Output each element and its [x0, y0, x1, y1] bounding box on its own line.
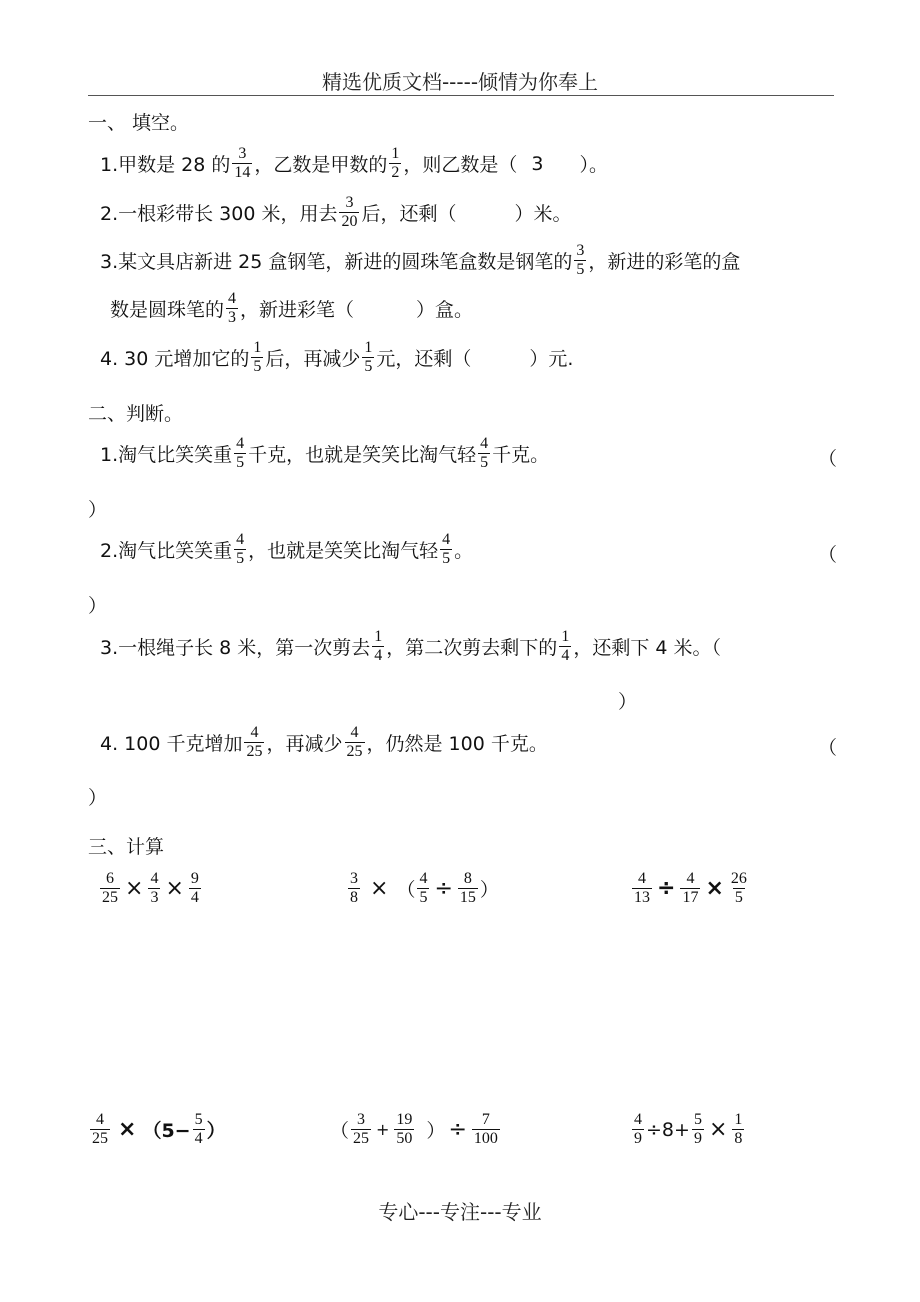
- fraction: $\frac{9}{4}$: [190, 870, 199, 906]
- question-text: ，则乙数是（: [403, 154, 518, 176]
- question-1-4: [100, 339, 573, 376]
- question-1-3-cont: [110, 290, 473, 327]
- question-text: 4. 100 千克增加: [100, 733, 243, 755]
- fraction: $\frac{5}{4}$: [194, 1111, 203, 1147]
- fraction: $\frac{4}{5}$: [480, 435, 489, 471]
- question-text: 后，再减少: [265, 348, 361, 370]
- fraction: $\frac{3}{8}$: [350, 870, 358, 906]
- fraction: $\frac{4}{25}$: [246, 724, 263, 760]
- question-2-2: [100, 531, 473, 568]
- question-1-3: [100, 242, 740, 279]
- question-text: 4. 30 元增加它的: [100, 348, 250, 370]
- expression-6: [630, 1111, 746, 1148]
- answer-paren-close: ）: [618, 691, 638, 713]
- fraction: $\frac{4}{3}$: [228, 290, 237, 326]
- fraction: $\frac{4}{5}$: [419, 870, 428, 906]
- question-text: ，仍然是 100 千克。: [366, 733, 548, 755]
- multiply-sign: ×: [165, 876, 184, 901]
- question-1-1: [100, 145, 608, 182]
- question-text: 千克，也就是笑笑比淘气轻: [248, 444, 477, 466]
- fraction: $\frac{4}{5}$: [442, 531, 451, 567]
- fraction: $\frac{1}{5}$: [364, 339, 373, 375]
- fraction: $\frac{8}{15}$: [459, 870, 476, 906]
- question-text: 2.一根彩带长 300 米，用去: [100, 203, 338, 225]
- question-text: 3.一根绳子长 8 米，第一次剪去: [100, 637, 371, 659]
- expression-2: [346, 870, 499, 907]
- question-text: ，也就是笑笑比淘气轻: [248, 540, 439, 562]
- fraction: $\frac{4}{25}$: [346, 724, 363, 760]
- question-text: ，新进的彩笔的盒: [588, 251, 741, 273]
- left-paren: （: [330, 1120, 350, 1142]
- fraction: $\frac{4}{5}$: [236, 531, 245, 567]
- right-paren: ）: [479, 879, 499, 901]
- multiply-sign: ×: [125, 876, 144, 901]
- question-text: ）。: [579, 154, 609, 176]
- fraction: $\frac{4}{9}$: [634, 1111, 642, 1147]
- section-title-calculate: 三、计算: [88, 836, 165, 858]
- fraction: $\frac{3}{20}$: [341, 194, 358, 230]
- fraction: $\frac{1}{2}$: [391, 145, 400, 181]
- answer-paren-close: ）: [88, 499, 108, 521]
- fraction: $\frac{19}{50}$: [396, 1111, 413, 1147]
- divide-eight-plus: ÷8+: [646, 1118, 690, 1141]
- multiply-sign: ×: [370, 876, 389, 901]
- fraction: $\frac{6}{25}$: [102, 870, 118, 906]
- question-text: 。: [454, 540, 474, 562]
- left-paren-five-minus: （5−: [142, 1120, 191, 1142]
- fraction: $\frac{4}{25}$: [92, 1111, 108, 1147]
- fraction: $\frac{26}{5}$: [730, 870, 747, 906]
- plus-sign: +: [376, 1120, 390, 1139]
- question-text: 元，还剩（: [376, 348, 472, 370]
- question-text: ，再减少: [266, 733, 343, 755]
- fraction: $\frac{3}{25}$: [353, 1111, 370, 1147]
- question-1-2: [100, 194, 572, 231]
- fraction: $\frac{7}{100}$: [473, 1111, 498, 1147]
- section-title-judge: 二、判断。: [88, 403, 184, 425]
- divide-sign: ÷: [434, 876, 453, 901]
- fraction: $\frac{1}{5}$: [253, 339, 262, 375]
- left-paren: （: [396, 879, 416, 901]
- fraction: $\frac{3}{14}$: [234, 145, 251, 181]
- multiply-sign: ×: [708, 1117, 728, 1142]
- fraction: $\frac{1}{4}$: [374, 628, 383, 664]
- question-text: ，还剩下 4 米。（: [573, 637, 721, 659]
- question-text: 后，还剩（: [361, 203, 457, 225]
- right-paren: ）: [206, 1120, 226, 1142]
- fraction: $\frac{4}{5}$: [236, 435, 245, 471]
- answer-paren-open: （: [818, 448, 838, 470]
- expression-4: [88, 1111, 226, 1148]
- page-footer: 专心---专注---专业: [378, 1200, 542, 1224]
- divide-sign: ÷: [657, 876, 676, 901]
- question-text: ，第二次剪去剩下的: [386, 637, 558, 659]
- right-paren: ）: [426, 1120, 446, 1142]
- fraction: $\frac{1}{4}$: [561, 628, 570, 664]
- question-text: 1.淘气比笑笑重: [100, 444, 233, 466]
- question-2-4: [100, 724, 548, 761]
- header-divider: [88, 95, 834, 96]
- fraction: $\frac{4}{17}$: [682, 870, 699, 906]
- question-text: 1.甲数是 28 的: [100, 154, 231, 176]
- answer-paren-open: （: [818, 544, 838, 566]
- expression-3: [630, 870, 751, 907]
- question-text: ）盒。: [416, 299, 474, 321]
- multiply-sign: ×: [705, 876, 724, 901]
- question-text: ）米。: [514, 203, 572, 225]
- question-text: ，乙数是甲数的: [254, 154, 388, 176]
- expression-5: [330, 1111, 502, 1148]
- fraction: $\frac{1}{8}$: [734, 1111, 743, 1147]
- question-text: ，新进彩笔（: [240, 299, 355, 321]
- section-title-fill-blank: 一、 填空。: [88, 112, 190, 134]
- question-text: ）元.: [529, 348, 574, 370]
- question-2-3: [100, 628, 721, 665]
- answer-paren-open: （: [818, 737, 838, 759]
- fraction: $\frac{5}{9}$: [693, 1111, 702, 1147]
- answer-paren-close: ）: [88, 595, 108, 617]
- answer-paren-close: ）: [88, 787, 108, 809]
- expression-1: [98, 870, 203, 907]
- question-text: 数是圆珠笔的: [110, 299, 225, 321]
- answer-text: 3: [531, 152, 544, 175]
- question-text: 千克。: [492, 444, 550, 466]
- fraction: $\frac{4}{3}$: [150, 870, 159, 906]
- question-text: 3.某文具店新进 25 盒钢笔，新进的圆珠笔盒数是钢笔的: [100, 251, 573, 273]
- fraction: $\frac{4}{13}$: [634, 870, 650, 906]
- divide-sign: ÷: [448, 1117, 467, 1142]
- page-header: 精选优质文档-----倾情为你奉上: [321, 70, 599, 94]
- multiply-sign: ×: [118, 1117, 137, 1142]
- question-text: 2.淘气比笑笑重: [100, 540, 233, 562]
- fraction: $\frac{3}{5}$: [576, 242, 585, 278]
- question-2-1: [100, 435, 549, 472]
